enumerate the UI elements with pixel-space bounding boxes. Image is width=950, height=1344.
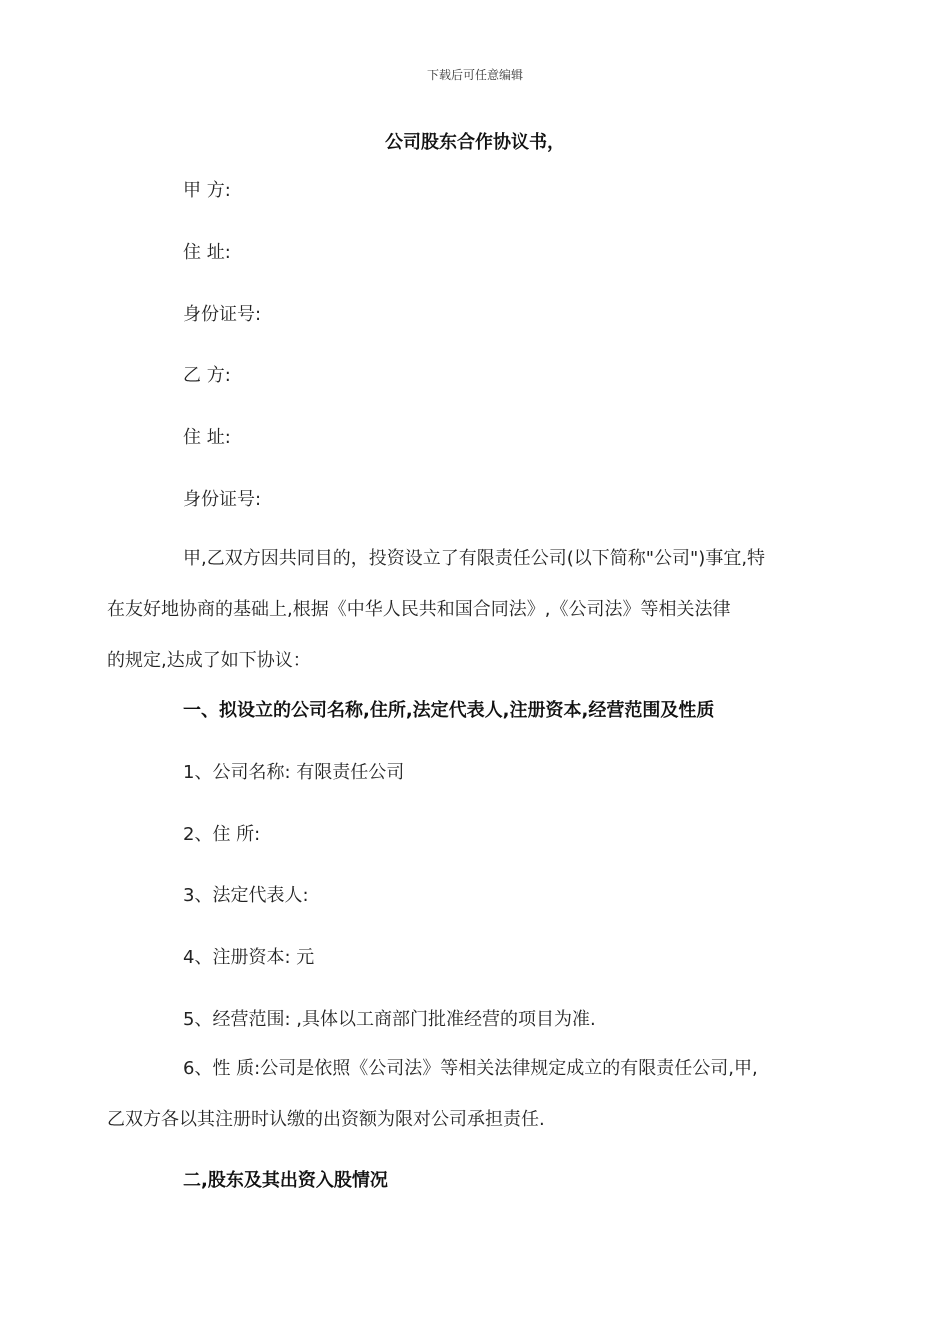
- item-6-line-1: 6、性 质:公司是依照《公司法》等相关法律规定成立的有限责任公司,甲,: [183, 1058, 758, 1079]
- intro-line-3: 的规定,达成了如下协议：: [107, 650, 311, 671]
- item-6-line-2: 乙双方各以其注册时认缴的出资额为限对公司承担责任.: [107, 1109, 545, 1130]
- party-a-address: 住 址:: [183, 242, 231, 263]
- party-b-label: 乙 方:: [183, 365, 231, 386]
- party-b-id-number: 身份证号:: [183, 489, 262, 510]
- section-1-item-1: 1、公司名称: 有限责任公司: [183, 762, 405, 783]
- section-2-heading: 二,股东及其出资入股情况: [183, 1170, 388, 1191]
- intro-line-1: 甲,乙双方因共同目的，投资设立了有限责任公司(以下简称"公司")事宜,特: [183, 548, 766, 569]
- header-note: 下载后可任意编辑: [426, 68, 523, 82]
- section-1-item-4: 4、注册资本: 元: [183, 947, 315, 968]
- section-1-item-5: 5、经营范围: ,具体以工商部门批准经营的项目为准.: [183, 1009, 596, 1030]
- section-1-item-2: 2、住 所:: [183, 824, 261, 845]
- section-1-item-6: [107, 1043, 810, 1145]
- intro-paragraph: [107, 533, 810, 686]
- document-title: 公司股东合作协议书，: [385, 132, 565, 153]
- party-b-address: 住 址:: [183, 427, 231, 448]
- section-1-heading: 一、拟设立的公司名称,住所,法定代表人,注册资本,经营范围及性质: [183, 700, 715, 721]
- intro-line-2: 在友好地协商的基础上,根据《中华人民共和国合同法》,《公司法》等相关法律: [107, 599, 731, 620]
- party-a-label: 甲 方:: [183, 180, 231, 201]
- party-a-id-number: 身份证号:: [183, 304, 262, 325]
- section-1-item-3: 3、法定代表人:: [183, 885, 309, 906]
